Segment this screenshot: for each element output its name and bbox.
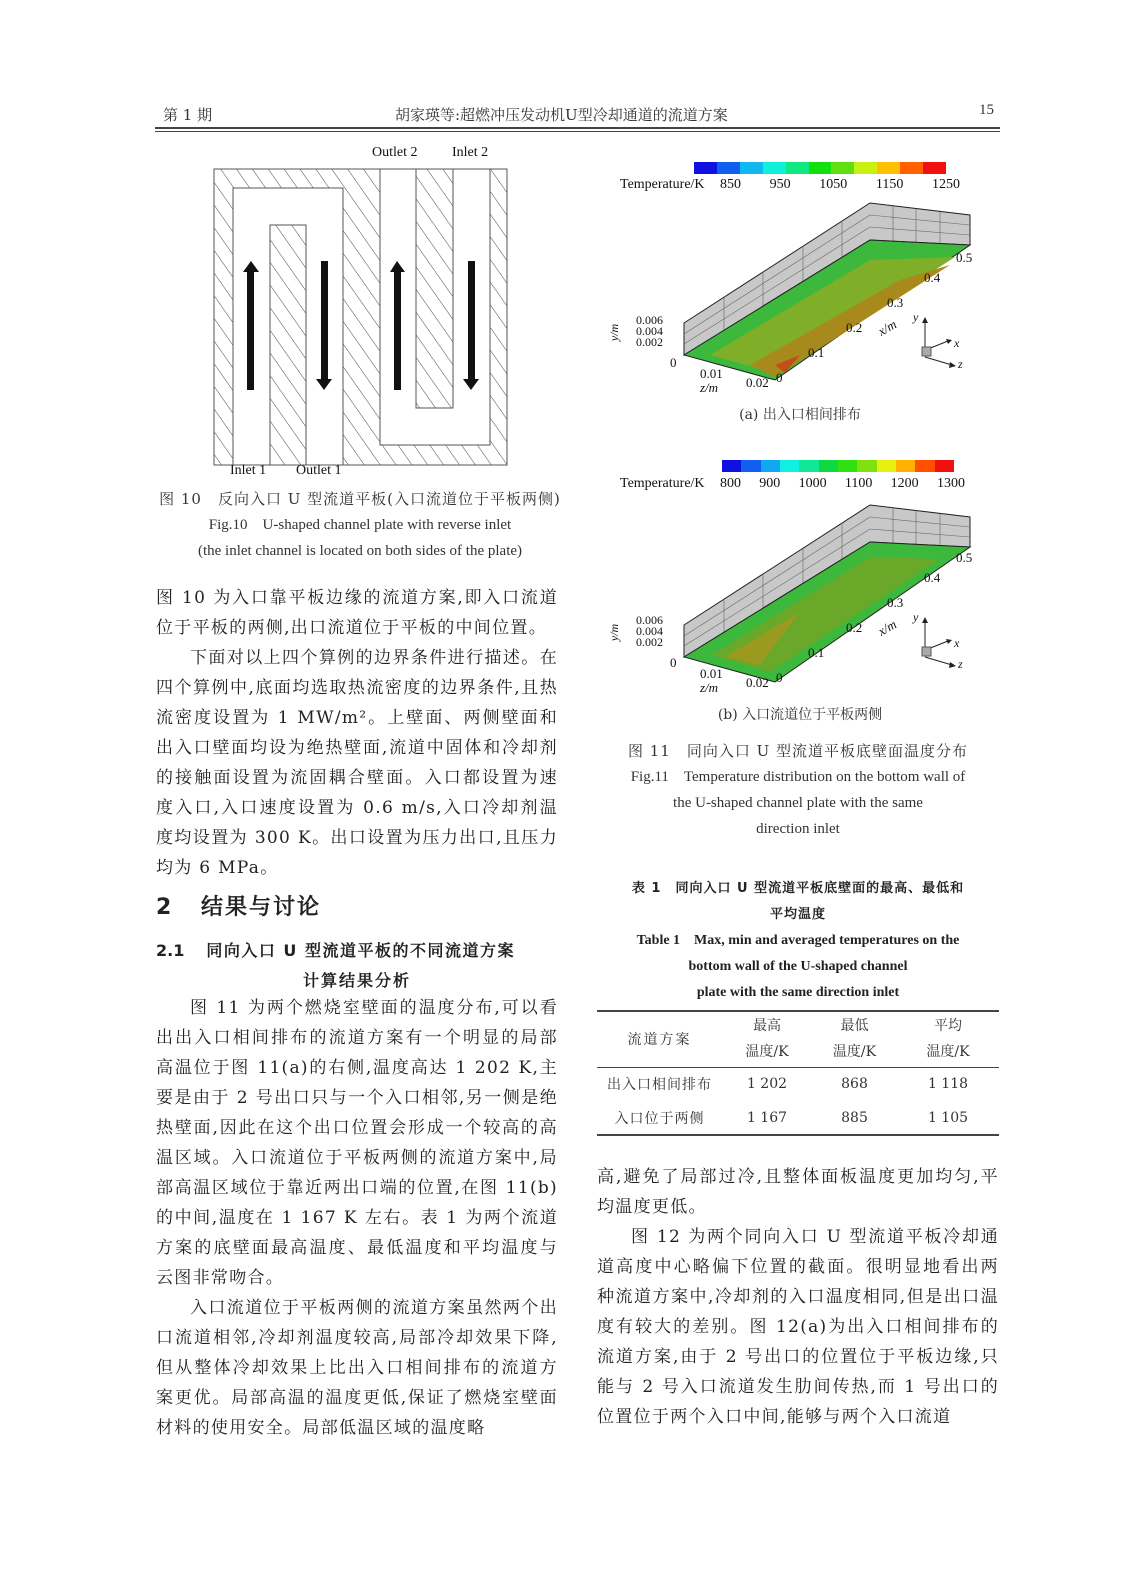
colorbar-tick: 1250 [931, 177, 960, 192]
column-header [897, 1011, 999, 1067]
triad-x-label: x [954, 336, 960, 350]
triad-y-label: y [913, 310, 919, 324]
column-header: 流道方案 [627, 1032, 692, 1049]
figure-10-caption [150, 486, 570, 564]
colorbar-ticks [720, 177, 960, 193]
table-title-cn-line2: 平均温度 [769, 907, 826, 922]
table-1-title [597, 876, 999, 1006]
colorbar-segment [717, 162, 740, 174]
x-tick: 0.1 [808, 645, 825, 660]
colorbar-segment [857, 460, 876, 472]
x-tick: 0.3 [887, 295, 904, 310]
caption-en-line1: Fig.11 Temperature distribution on the bottom wall of [630, 769, 966, 785]
left-column-text-top [156, 583, 558, 883]
x-tick: 0.2 [846, 620, 863, 635]
colorbar-segment [780, 460, 799, 472]
figure-10 [200, 140, 520, 480]
subsection-title-line2: 计算结果分析 [302, 971, 411, 990]
colorbar-label: Temperature/K [620, 177, 705, 192]
x-axis-label: x/m [875, 616, 900, 639]
subsection-number: 2.1 [156, 941, 185, 960]
table-title-en-line1: Table 1 Max, min and averaged temperatures on the [636, 933, 960, 948]
x-tick: 0.5 [956, 550, 973, 565]
z-tick: 0 [670, 655, 677, 670]
y-axis [607, 613, 663, 649]
table-cell: 1 105 [927, 1109, 969, 1126]
table-cell: 885 [841, 1109, 868, 1126]
caption-cn: 图 10 反向入口 U 型流道平板(入口流道位于平板两侧) [159, 490, 561, 508]
colorbar-segment [831, 162, 854, 174]
colorbar-ticks [720, 476, 965, 492]
column-header [812, 1011, 897, 1067]
colorbar-segment [786, 162, 809, 174]
x-tick: 0 [776, 670, 783, 685]
table-cell: 1 167 [746, 1109, 788, 1126]
colorbar-segment [838, 460, 857, 472]
x-tick: 0.3 [887, 595, 904, 610]
figure-11a [600, 150, 1000, 435]
y-tick: 0.002 [636, 335, 663, 349]
table-row [597, 1067, 999, 1101]
figure-11b [600, 452, 1000, 737]
colorbar-tick: 900 [759, 476, 781, 491]
page-number: 15 [979, 102, 994, 118]
x-tick: 0 [776, 370, 783, 385]
x-tick: 0.4 [924, 270, 941, 285]
x-tick: 0.4 [924, 570, 941, 585]
label-inlet-2: Inlet 2 [452, 145, 489, 160]
table-header-row [597, 1011, 999, 1067]
colorbar-tick: 1200 [890, 476, 919, 491]
colorbar-tick: 1000 [798, 476, 827, 491]
colorbar-tick: 1150 [875, 177, 904, 192]
header-line1: 最低 [840, 1018, 869, 1035]
colorbar-segment [740, 162, 763, 174]
header-line2: 温度/K [745, 1044, 789, 1061]
y-tick: 0.002 [636, 635, 663, 649]
table-cell: 868 [841, 1076, 868, 1093]
z-tick: 0.02 [746, 375, 769, 390]
subcaption-b: (b) 入口流道位于平板两侧 [717, 707, 883, 723]
caption-en-line3: direction inlet [756, 821, 840, 837]
paragraph: 下面对以上四个算例的边界条件进行描述。在四个算例中,底面均选取热流密度的边界条件,且热流密度设置为 1 MW/m²。上壁面、两侧壁面和出入口壁面均设为绝热壁面,流道中固体和冷却剂的接触面设置为流固耦合壁面。入口都设置为速度入口,入口速度设置为 0.6 m/s,入口冷却剂温度均设置为 300 K。出口设置为压力出口,且压力均为 6 MPa。 [156, 648, 558, 878]
header-line1: 平均 [934, 1018, 962, 1035]
colorbar-segment [877, 162, 900, 174]
colorbar-segment [799, 460, 818, 472]
y-tick: 0.004 [636, 324, 663, 338]
colorbar-segment [722, 460, 741, 472]
header-rule-thin [155, 131, 1000, 132]
figure-11-caption [597, 738, 999, 842]
triad-x-label: x [954, 636, 960, 650]
colorbar-tick: 1050 [819, 177, 848, 192]
issue-number: 第 1 期 [163, 106, 213, 124]
x-tick: 0.1 [808, 345, 825, 360]
colorbar-segment [809, 162, 832, 174]
label-outlet-1: Outlet 1 [296, 463, 342, 478]
x-tick: 0.2 [846, 320, 863, 335]
caption-en-line2: the U-shaped channel plate with the same [673, 795, 923, 811]
left-column-text-bottom [156, 993, 558, 1443]
table-cell: 1 118 [927, 1076, 969, 1093]
column-header [722, 1011, 812, 1067]
colorbar-tick: 1100 [844, 476, 873, 491]
triad-z-label: z [958, 657, 963, 671]
paragraph: 图 11 为两个燃烧室壁面的温度分布,可以看出出入口相间排布的流道方案有一个明显的局部高温位于图 11(a)的右侧,温度高达 1 202 K,主要是由于 2 号出口只与一个入口相邻,另一侧是绝热壁面,因此在这个出口位置会形成一个较高的高温区域。入口流道位于平板两侧的流道方案中,局部高温区域位于靠近两出口端的位置,在图 11(b)的中间,温度在 1 167 K 左右。表 1 为两个流道方案的底壁面最高温度、最低温度和平均温度与云图非常吻合。 [156, 998, 558, 1288]
z-tick: 0.01 [700, 366, 723, 381]
colorbar-segment [877, 460, 896, 472]
table-cell: 出入口相间排布 [607, 1077, 712, 1094]
y-tick: 0.006 [636, 313, 663, 327]
colorbar-segment [923, 162, 946, 174]
colorbar-segment [854, 162, 877, 174]
colorbar-segment [896, 460, 915, 472]
colorbar-segment [761, 460, 780, 472]
colorbar-segment [935, 460, 954, 472]
right-column-text [597, 1162, 999, 1432]
y-axis-label: y/m [607, 623, 622, 642]
colorbar [694, 162, 946, 174]
colorbar-segment [694, 162, 717, 174]
table-cell: 入口位于两侧 [614, 1110, 705, 1127]
header-line2: 温度/K [926, 1044, 970, 1061]
colorbar-tick: 800 [720, 476, 741, 491]
label-inlet-1: Inlet 1 [230, 463, 267, 478]
colorbar-segment [763, 162, 786, 174]
table-row [597, 1101, 999, 1135]
subsection-heading [156, 936, 558, 996]
paragraph: 高,避免了局部过冷,且整体面板温度更加均匀,平均温度更低。 [597, 1167, 999, 1217]
colorbar-tick: 950 [769, 177, 791, 192]
colorbar [722, 460, 954, 472]
z-tick: 0.01 [700, 666, 723, 681]
triad-y-label: y [913, 610, 919, 624]
header-line2: 温度/K [832, 1044, 877, 1061]
caption-en-line2: (the inlet channel is located on both sides of the plate) [197, 543, 523, 559]
paragraph: 入口流道位于平板两侧的流道方案虽然两个出口流道相邻,冷却剂温度较高,局部冷却效果下降,但从整体冷却效果上比出入口相间排布的流道方案更优。局部高温的温度更低,保证了燃烧室壁面材料的使用安全。局部低温区域的温度略 [156, 1298, 558, 1438]
x-tick: 0.5 [956, 250, 973, 265]
z-axis-label: z/m [700, 380, 719, 395]
table-title-en-line2: bottom wall of the U-shaped channel [688, 959, 908, 974]
colorbar-segment [915, 460, 934, 472]
caption-en-line1: Fig.10 U-shaped channel plate with reverse inlet [208, 517, 512, 533]
paragraph: 图 10 为入口靠平板边缘的流道方案,即入口流道位于平板的两侧,出口流道位于平板的中间位置。 [156, 588, 558, 638]
header-line1: 最高 [753, 1018, 781, 1035]
caption-cn: 图 11 同向入口 U 型流道平板底壁面温度分布 [627, 742, 969, 760]
subcaption-a: (a) 出入口相间排布 [739, 407, 861, 423]
triad-z-label: z [958, 357, 963, 371]
y-tick: 0.006 [636, 613, 663, 627]
section-title: 结果与讨论 [200, 895, 321, 920]
section-number: 2 [156, 895, 172, 920]
table-title-en-line3: plate with the same direction inlet [696, 985, 900, 1000]
page-header [155, 100, 1000, 130]
colorbar-label: Temperature/K [620, 476, 705, 491]
x-axis-label: x/m [875, 316, 900, 339]
running-title: 胡家瑛等:超燃冲压发动机U型冷却通道的流道方案 [395, 106, 728, 124]
subsection-title-line1: 同向入口 U 型流道平板的不同流道方案 [206, 941, 515, 960]
section-heading [156, 890, 558, 921]
colorbar-tick: 850 [720, 177, 741, 192]
colorbar-tick: 1300 [936, 476, 965, 491]
y-axis [607, 313, 663, 349]
label-outlet-2: Outlet 2 [372, 145, 418, 160]
table-cell: 1 202 [746, 1076, 788, 1093]
table-1 [597, 1010, 999, 1136]
colorbar-segment [741, 460, 760, 472]
z-axis-label: z/m [700, 680, 719, 695]
colorbar-segment [900, 162, 923, 174]
table-title-cn-line1: 表 1 同向入口 U 型流道平板底壁面的最高、最低和 [631, 881, 965, 896]
u-channel-diagram [200, 140, 520, 480]
z-tick: 0 [670, 355, 677, 370]
y-axis-label: y/m [607, 323, 622, 342]
colorbar-segment [819, 460, 838, 472]
y-tick: 0.004 [636, 624, 663, 638]
header-rule [155, 127, 1000, 129]
paragraph: 图 12 为两个同向入口 U 型流道平板冷却通道高度中心略偏下位置的截面。很明显地看出两种流道方案中,冷却剂的入口温度相同,但是出口温度有较大的差别。图 12(a)为出入口相间排布的流道方案,由于 2 号出口的位置位于平板边缘,只能与 2 号入口流道发生肋间传热,而 1 号出口的位置位于两个入口中间,能够与两个入口流道 [597, 1227, 999, 1427]
z-tick: 0.02 [746, 675, 769, 690]
